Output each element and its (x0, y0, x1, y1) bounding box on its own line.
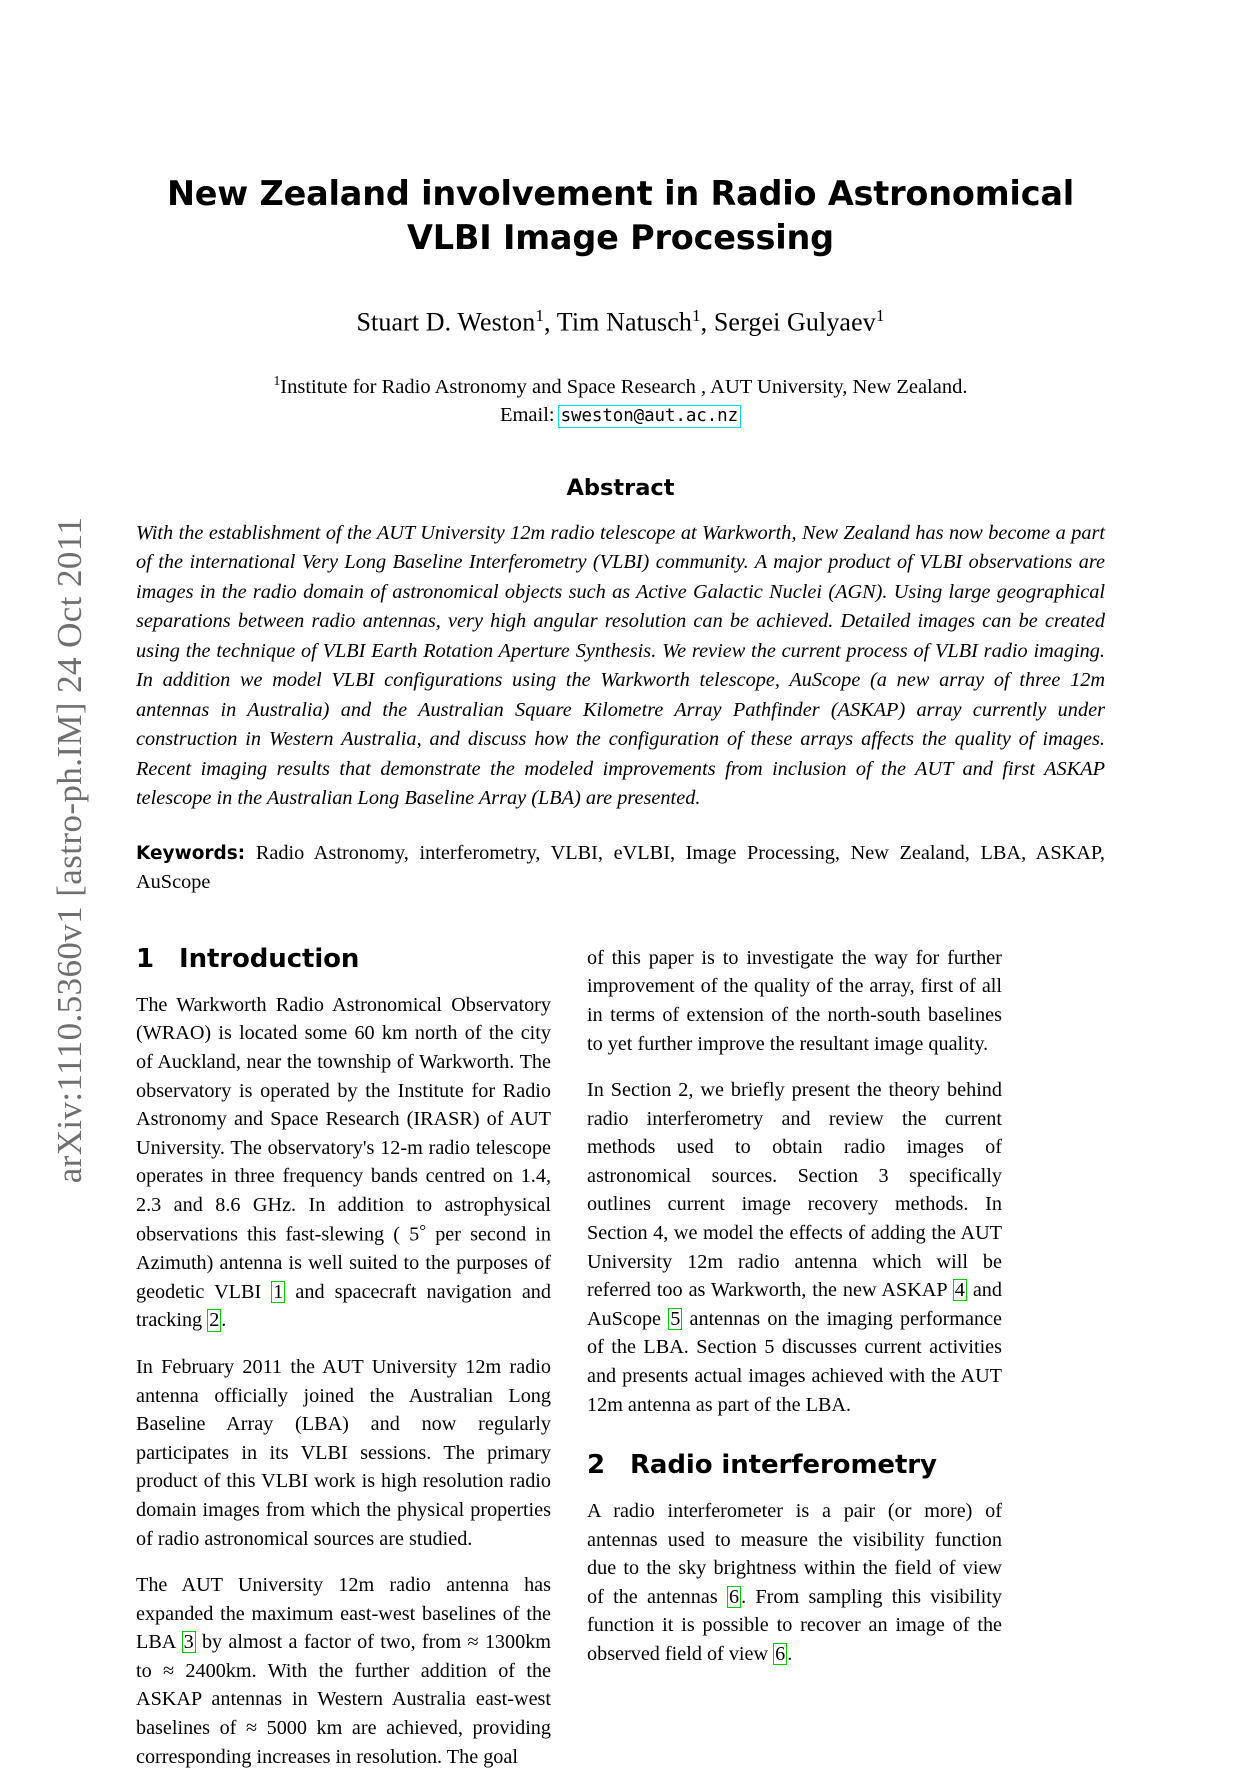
degree-symbol: ° (419, 1221, 427, 1241)
keywords-text: Radio Astronomy, interferometry, VLBI, eVLBI, Image Processing, New Zealand, LBA, ASKAP, AuScope (136, 842, 1105, 894)
citation-link-1[interactable]: 1 (273, 1280, 284, 1303)
paper-page (128, 0, 1113, 1768)
intro-p1-part-a: The Warkworth Radio Astronomical Observatory (WRAO) is located some 60 km north of the city of Auckland, near the township of Warkworth. The observatory is operated by the Institute for Radio Astronomy and Space Research (IRASR) of AUT University. The observatory's 12-m radio telescope operates in three frequency bands centred on 1.4, 2.3 and 8.6 GHz. In addition to astrophysical observations this fast-slewing ( 5 (136, 993, 551, 1246)
email-label: Email: (499, 403, 555, 426)
affiliation-text: Institute for Radio Astronomy and Space Research , AUT University, New Zealand. (280, 375, 968, 398)
intro-p3-part-a: The AUT University 12m radio antenna has expanded the maximum east-west baselines of the LBA (136, 1574, 551, 1654)
intro-p4-part-a: In Section 2, we briefly present the theory behind radio interferometry and review the current methods used to obtain radio images of astronomical sources. Section 3 specifically outlines current image recovery methods. In Section 4, we model the effects of adding the AUT University 12m radio antenna which will be referred too as Warkworth, the new ASKAP (587, 1079, 1002, 1302)
author-list (128, 306, 1113, 338)
radio-p1-part-a: A radio interferometer is a pair (or more) of antennas used to measure the visibility function due to the sky brightness within the field of view of the antennas (587, 1500, 1002, 1608)
keywords-line (136, 839, 1105, 898)
section-number-1: 1 (136, 943, 154, 974)
author-2-name: Tim Natusch (556, 307, 692, 337)
author-2-affil-marker: 1 (691, 306, 701, 326)
radio-paragraph-1 (587, 1497, 1002, 1668)
intro-paragraph-2: In February 2011 the AUT University 12m radio antenna officially joined the Australian Long Baseline Array (LBA) and now regularly participates in its VLBI sessions. The primary product of this VLBI work is high resolution radio domain images from which the physical properties of radio astronomical sources are studied. (136, 1356, 551, 1550)
citation-link-3[interactable]: 3 (183, 1631, 194, 1654)
author-separator-1: , (544, 307, 557, 337)
section-number-2: 2 (587, 1450, 605, 1481)
affiliation-marker: 1 (273, 372, 281, 388)
two-column-body (128, 944, 1113, 1784)
intro-p1-part-b: per second in Azimuth) antenna is well suited to the purposes of geodetic VLBI (136, 1223, 551, 1303)
citation-link-4[interactable]: 4 (954, 1279, 965, 1302)
affiliation-line (128, 371, 1113, 402)
intro-p3-part-b: by almost a factor of two, from ≈ 1300km to ≈ 2400km. With the further addition of the ASKAP antennas in Western Australia east-west baselines of ≈ 5000 km are achieved, providing corresponding increases in resolution. The goal (136, 1631, 551, 1768)
intro-p1-part-d: . (221, 1309, 227, 1332)
arxiv-stamp (0, 0, 120, 1754)
keywords-label: Keywords: (136, 843, 246, 864)
author-separator-2: , (700, 307, 714, 337)
email-link[interactable]: sweston@aut.ac.nz (558, 405, 741, 428)
intro-paragraph-3 (136, 1571, 551, 1771)
right-column (587, 944, 1002, 1784)
arxiv-stamp-text: arXiv:1110.5360v1 [astro-ph.IM] 24 Oct 2011 (50, 516, 89, 1184)
section-title-2: Radio interferometry (630, 1450, 937, 1481)
section-heading-introduction (136, 944, 551, 974)
citation-link-6[interactable]: 6 (728, 1585, 740, 1608)
intro-paragraph-4 (587, 1076, 1002, 1419)
left-column (136, 944, 551, 1784)
abstract-text: With the establishment of the AUT University 12m radio telescope at Warkworth, New Zealand has now become a part of the international Very Long Baseline Interferometry (VLBI) community. A major product of VLBI observations are images in the radio domain of astronomical objects such as Active Galactic Nuclei (AGN). Using large geographical separations between radio antennas, very high angular resolution can be achieved. Detailed images can be created using the technique of VLBI Earth Rotation Aperture Synthesis. We review the current process of VLBI radio imaging. In addition we model VLBI configurations using the Warkworth telescope, AuScope (a new array of three 12m antennas in Australia) and the Australian Square Kilometre Array Pathfinder (ASKAP) array currently under construction in Western Australia, and discuss how the configuration of these arrays affects the quality of images. Recent imaging results that demonstrate the modeled improvements from inclusion of the AUT and first ASKAP telescope in the Australian Long Baseline Array (LBA) are presented. (136, 521, 1105, 810)
abstract-heading: Abstract (566, 474, 675, 501)
radio-p1-part-b: . From sampling this visibility function it is possible to recover an image of the observed field of view (587, 1585, 1002, 1665)
intro-p4-part-c: antennas on the imaging performance of the LBA. Section 5 discusses current activities and presents actual images achieved with the AUT 12m antenna as part of the LBA. (587, 1307, 1002, 1416)
section-title-1: Introduction (179, 943, 360, 974)
intro-paragraph-3-continued: of this paper is to investigate the way for further improvement of the quality of the array, first of all in terms of extension of the north-south baselines to yet further improve the resultant image quality. (587, 946, 1002, 1055)
section-heading-radio-interferometry (587, 1450, 1002, 1480)
citation-link-2[interactable]: 2 (209, 1309, 220, 1332)
author-1-affil-marker: 1 (535, 306, 545, 326)
citation-link-7[interactable]: 6 (775, 1642, 786, 1665)
author-3-name: Sergei Gulyaev (713, 307, 876, 337)
intro-p1-part-c: and spacecraft navigation and tracking (136, 1280, 551, 1332)
author-3-affil-marker: 1 (875, 306, 885, 326)
intro-paragraph-1 (136, 991, 551, 1335)
radio-p1-part-c: . (787, 1642, 793, 1665)
email-line (128, 404, 1113, 427)
intro-p4-part-b: and AuScope (587, 1279, 1002, 1330)
page-title: New Zealand involvement in Radio Astronomical VLBI Image Processing (166, 174, 1075, 257)
citation-link-5[interactable]: 5 (670, 1307, 681, 1330)
author-1-name: Stuart D. Weston (356, 307, 536, 337)
